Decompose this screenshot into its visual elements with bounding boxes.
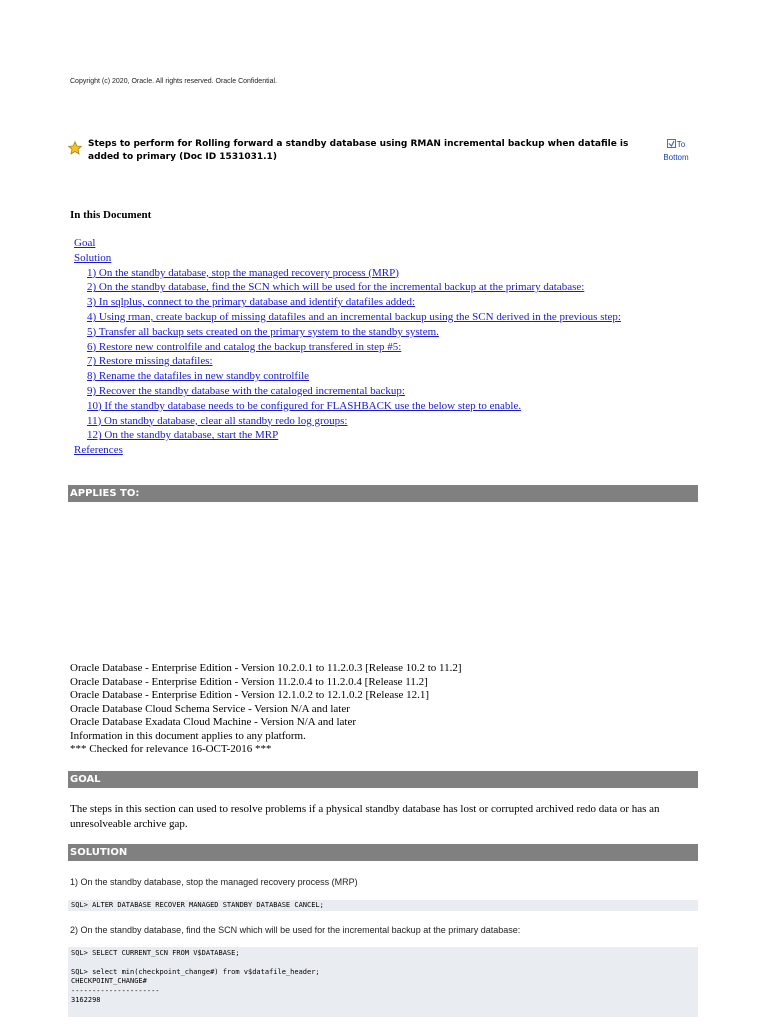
to-bottom-icon <box>667 139 676 148</box>
applies-to-header: APPLIES TO: <box>68 485 698 502</box>
applies-line: Oracle Database Cloud Schema Service - Version N/A and later <box>70 702 350 715</box>
copyright-notice: Copyright (c) 2020, Oracle. All rights reserved. Oracle Confidential. <box>70 78 277 85</box>
applies-line: Oracle Database - Enterprise Edition - Version 10.2.0.1 to 11.2.0.3 [Release 10.2 to 11.2] <box>70 662 462 674</box>
toc-link-step-7[interactable]: 7) Restore missing datafiles: <box>87 355 213 368</box>
toc-link-step-5[interactable]: 5) Transfer all backup sets created on the primary system to the standby system. <box>87 325 439 338</box>
applies-to-content <box>70 662 462 757</box>
toc-link-step-9[interactable]: 9) Recover the standby database with the cataloged incremental backup: <box>87 384 405 397</box>
solution-step-1-text: 1) On the standby database, stop the managed recovery process (MRP) <box>70 877 358 887</box>
applies-line: Oracle Database Exadata Cloud Machine - Version N/A and later <box>70 716 356 728</box>
goal-header: GOAL <box>68 771 698 788</box>
toc-link-step-1[interactable]: 1) On the standby database, stop the managed recovery process (MRP) <box>87 266 399 279</box>
table-of-contents <box>74 236 621 458</box>
toc-link-step-3[interactable]: 3) In sqlplus, connect to the primary database and identify datafiles added: <box>87 296 416 309</box>
applies-line: *** Checked for relevance 16-OCT-2016 *** <box>70 743 272 755</box>
toc-heading: In this Document <box>70 209 152 221</box>
document-title-row <box>68 138 698 168</box>
toc-link-step-11[interactable]: 11) On standby database, clear all standby redo log groups: <box>87 414 348 427</box>
code-block-step-2: SQL> SELECT CURRENT_SCN FROM V$DATABASE; SQL> select min(checkpoint_change#) from v$datafile_header; CHECKPOINT_CHANGE# --------------------- 3162298 <box>68 947 698 1017</box>
solution-step-2-text: 2) On the standby database, find the SCN which will be used for the incremental backup at the primary database: <box>70 925 521 935</box>
applies-line: Oracle Database - Enterprise Edition - Version 11.2.0.4 to 11.2.0.4 [Release 11.2] <box>70 675 428 688</box>
toc-link-step-2[interactable]: 2) On the standby database, find the SCN which will be used for the incremental backup at the primary database: <box>87 281 585 294</box>
toc-link-solution[interactable]: Solution <box>74 251 112 264</box>
applies-line: Information in this document applies to any platform. <box>70 729 306 742</box>
to-bottom-label: To Bottom <box>663 140 689 162</box>
toc-link-step-4[interactable]: 4) Using rman, create backup of missing datafiles and an incremental backup using the SCN derived in the previous step: <box>87 310 621 323</box>
toc-link-references[interactable]: References <box>74 444 123 457</box>
toc-link-goal[interactable]: Goal <box>74 237 96 249</box>
solution-header: SOLUTION <box>68 844 698 861</box>
code-block-step-1: SQL> ALTER DATABASE RECOVER MANAGED STANDBY DATABASE CANCEL; <box>68 900 698 911</box>
toc-link-step-8[interactable]: 8) Rename the datafiles in new standby controlfile <box>87 370 310 383</box>
star-icon[interactable] <box>68 141 82 155</box>
toc-link-step-6[interactable]: 6) Restore new controlfile and catalog the backup transfered in step #5: <box>87 340 402 353</box>
goal-text: The steps in this section can used to resolve problems if a physical standby database has lost or corrupted archived redo data or has an unresolveable archive gap. <box>70 803 660 830</box>
to-bottom-link[interactable] <box>654 138 698 164</box>
toc-link-step-12[interactable]: 12) On the standby database, start the MRP <box>87 429 279 442</box>
applies-line: Oracle Database - Enterprise Edition - Version 12.1.0.2 to 12.1.0.2 [Release 12.1] <box>70 689 430 701</box>
document-title: Steps to perform for Rolling forward a standby database using RMAN incremental backup when datafile is added to primary (Doc ID 1531031.1) <box>88 139 629 162</box>
toc-link-step-10[interactable]: 10) If the standby database needs to be configured for FLASHBACK use the below step to enable. <box>87 399 522 412</box>
